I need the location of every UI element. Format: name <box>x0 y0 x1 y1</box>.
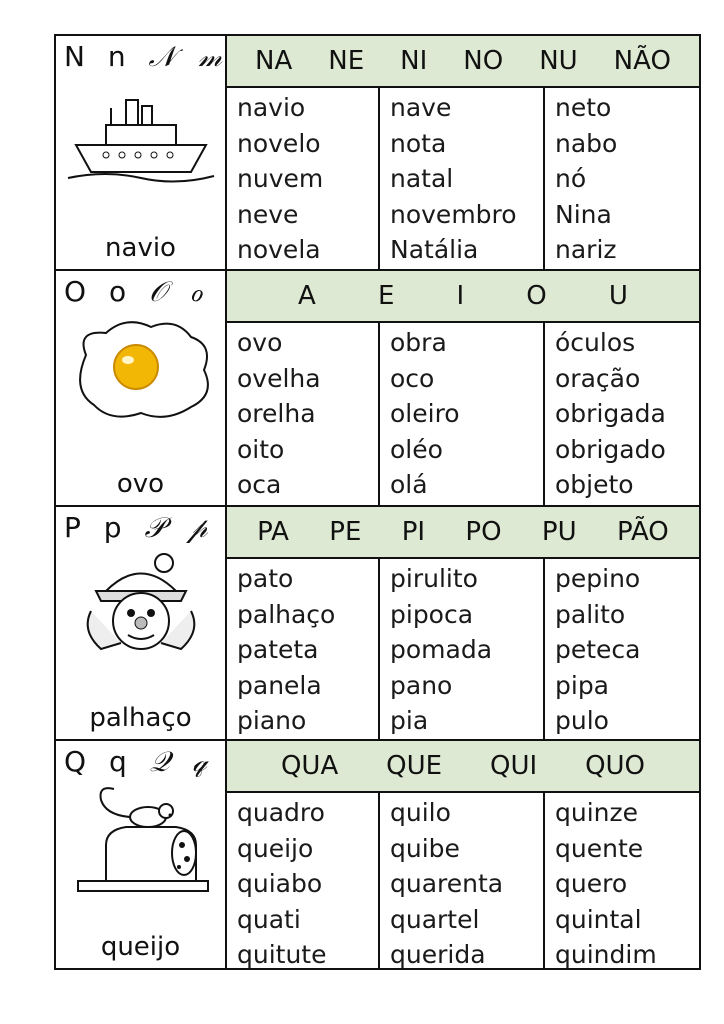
word: nuvem <box>237 164 324 193</box>
syllable: PA <box>257 517 289 547</box>
letter-forms <box>64 40 221 76</box>
syllable-row <box>227 271 699 323</box>
letter-lower: q <box>108 745 127 778</box>
word: pulo <box>555 706 609 735</box>
word-column <box>380 793 545 968</box>
word: pepino <box>555 564 641 593</box>
word: panela <box>237 670 322 700</box>
syllable: NO <box>463 46 504 76</box>
syllable-row <box>227 741 699 793</box>
word-grid <box>227 88 699 269</box>
word: neto <box>555 93 612 122</box>
word: quintal <box>555 904 642 934</box>
letter-script-lower: ℴ <box>189 275 203 308</box>
word: natal <box>390 164 454 193</box>
letter-script-lower: 𝓆 <box>192 745 207 778</box>
syllable: I <box>456 281 465 311</box>
ship-illustration <box>66 80 216 190</box>
syllable: NI <box>400 46 428 76</box>
letter-upper: N <box>64 40 85 73</box>
syllable: U <box>608 281 628 311</box>
word: quartel <box>390 904 480 934</box>
word: quente <box>555 833 644 863</box>
word: oleiro <box>390 399 460 428</box>
word: nariz <box>555 235 617 264</box>
word-column <box>545 559 699 739</box>
word: objeto <box>555 470 634 499</box>
word: quindim <box>555 940 657 969</box>
syllable: QUI <box>489 751 538 781</box>
syllable: NU <box>539 46 578 76</box>
word: nota <box>390 128 447 158</box>
picture-caption: palhaço <box>89 703 192 733</box>
word: palhaço <box>237 599 336 629</box>
syllable: O <box>526 281 547 311</box>
word-column <box>227 793 380 968</box>
section-q <box>56 739 699 968</box>
word: oca <box>237 470 282 499</box>
syllable: NÃO <box>613 46 671 76</box>
picture-cell <box>56 507 227 739</box>
syllable: PI <box>401 517 426 547</box>
word: obra <box>390 328 447 357</box>
syllable: NE <box>328 46 365 76</box>
word: Natália <box>390 235 479 264</box>
section-o <box>56 269 699 505</box>
letter-forms <box>64 745 221 781</box>
word: peteca <box>555 635 641 664</box>
word: quibe <box>390 833 460 863</box>
word: pato <box>237 564 294 593</box>
word: piano <box>237 706 307 735</box>
word: quilo <box>390 798 451 827</box>
word-column <box>380 559 545 739</box>
word: neve <box>237 199 299 229</box>
word: queijo <box>237 833 314 863</box>
word: orelha <box>237 399 316 428</box>
letter-script-upper: 𝒩 <box>148 40 176 73</box>
word: novela <box>237 235 321 264</box>
word: querida <box>390 940 486 969</box>
word: Nina <box>555 199 612 229</box>
letter-lower: n <box>107 40 126 73</box>
syllable: NA <box>255 46 293 76</box>
word: quitute <box>237 940 327 969</box>
word: oito <box>237 434 285 464</box>
word: pomada <box>390 635 493 664</box>
letter-upper: P <box>64 511 81 544</box>
word-grid <box>227 559 699 739</box>
word: pateta <box>237 635 319 664</box>
word-grid <box>227 793 699 968</box>
word: pia <box>390 706 429 735</box>
word: obrigado <box>555 434 666 464</box>
letter-lower: o <box>108 275 127 308</box>
word: quiabo <box>237 869 323 898</box>
word-column <box>227 323 380 505</box>
word: nó <box>555 164 587 193</box>
word: quati <box>237 904 301 934</box>
letter-lower: p <box>103 511 122 544</box>
section-n <box>56 36 699 269</box>
word-column <box>227 559 380 739</box>
word: nave <box>390 93 452 122</box>
letter-script-upper: 𝒬 <box>149 745 170 778</box>
syllable: A <box>298 281 316 311</box>
letter-script-lower: 𝓅 <box>187 511 208 544</box>
word: ovo <box>237 328 283 357</box>
word-column <box>380 88 545 269</box>
word: oco <box>390 363 435 393</box>
word: quero <box>555 869 628 898</box>
syllable: QUE <box>386 751 443 781</box>
cheese-mouse-illustration <box>66 785 216 895</box>
syllable-row <box>227 36 699 88</box>
word: obrigada <box>555 399 666 428</box>
word: palito <box>555 599 626 629</box>
picture-cell <box>56 36 227 269</box>
letter-upper: Q <box>64 745 87 778</box>
clown-illustration <box>66 551 216 661</box>
syllable-row <box>227 507 699 559</box>
letter-script-lower: 𝓂 <box>198 40 223 73</box>
syllable: PE <box>329 517 362 547</box>
section-p <box>56 505 699 739</box>
word-grid <box>227 323 699 505</box>
syllable: PO <box>465 517 502 547</box>
word: navio <box>237 93 306 122</box>
letter-script-upper: 𝒫 <box>144 511 165 544</box>
word-column <box>545 88 699 269</box>
syllable: QUO <box>585 751 646 781</box>
syllable: PÃO <box>616 517 669 547</box>
picture-cell <box>56 741 227 968</box>
word: quadro <box>237 798 325 827</box>
word: ovelha <box>237 363 321 393</box>
word: novelo <box>237 128 321 158</box>
word: nabo <box>555 128 618 158</box>
word: óculos <box>555 328 636 357</box>
word: oléo <box>390 434 443 464</box>
word: quarenta <box>390 869 504 898</box>
syllable-worksheet <box>54 34 701 970</box>
word-column <box>545 323 699 505</box>
word: olá <box>390 470 428 499</box>
fried-egg-illustration <box>66 315 216 425</box>
word-column <box>545 793 699 968</box>
word: oração <box>555 363 641 393</box>
word: novembro <box>390 199 517 229</box>
word: pirulito <box>390 564 478 593</box>
syllable: QUA <box>280 751 339 781</box>
picture-caption: navio <box>105 233 176 263</box>
word: pipa <box>555 670 610 700</box>
letter-forms <box>64 275 221 311</box>
letter-upper: O <box>64 275 87 308</box>
word: pano <box>390 670 453 700</box>
picture-caption: queijo <box>100 932 181 962</box>
letter-script-upper: 𝒪 <box>149 275 167 308</box>
syllable: E <box>377 281 395 311</box>
word-column <box>227 88 380 269</box>
letter-forms <box>64 511 221 547</box>
word-column <box>380 323 545 505</box>
picture-cell <box>56 271 227 505</box>
word: quinze <box>555 798 639 827</box>
word: pipoca <box>390 599 474 629</box>
syllable: PU <box>541 517 577 547</box>
picture-caption: ovo <box>116 469 165 499</box>
